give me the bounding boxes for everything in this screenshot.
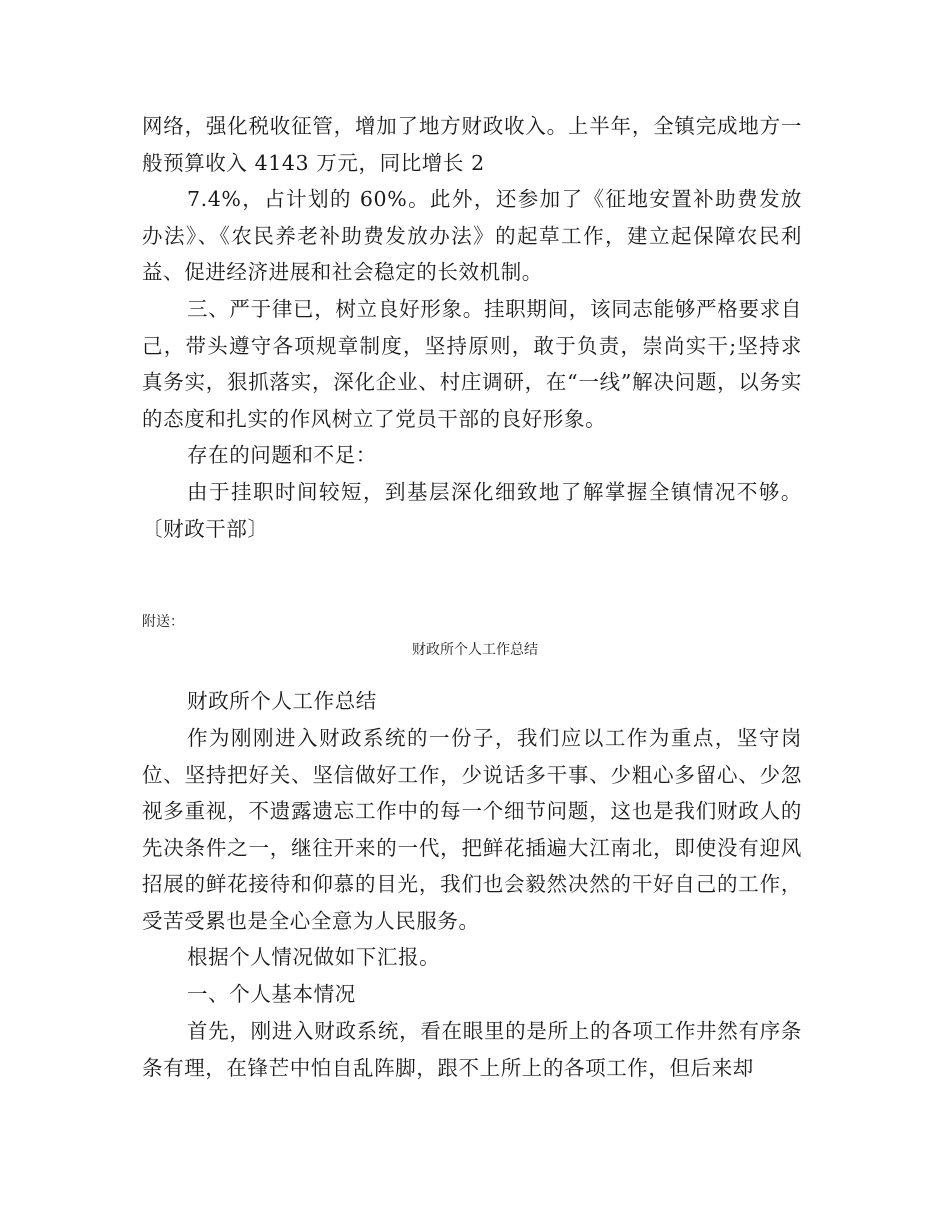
section-title: 财政所个人工作总结 <box>412 642 538 658</box>
paragraph-summary-title: 财政所个人工作总结 <box>187 689 377 713</box>
paragraph-self-discipline: 三、严于律已，树立良好形象。挂职期间，该同志能够严格要求自己，带头遵守各项规章制度，坚持原则，敢于负责，崇尚实干;坚持求真务实，狠抓落实，深化企业、村庄调研，在“一线”解决问题，以务实的态度和扎实的作风树立了党员干部的良好形象。 <box>142 297 802 431</box>
paragraph-growth-and-drafting: 7.4%，占计划的 60%。此外，还参加了《征地安置补助费发放办法》、《农民养老补助费发放办法》的起草工作，建立起保障农民利益、促进经济进展和社会稳定的长效机制。 <box>142 187 802 284</box>
paragraph-problems: 由于挂职时间较短，到基层深化细致地了解掌握全镇情况不够。〔财政干部〕 <box>142 480 802 541</box>
paragraph-basic-info: 首先，刚进入财政系统，看在眼里的是所上的各项工作井然有序条条有理，在锋芒中怕自乱阵脚，跟不上所上的各项工作，但后来却 <box>142 1019 802 1080</box>
attachment-note: 附送： <box>142 614 184 630</box>
paragraph-intro: 作为刚刚进入财政系统的一份子，我们应以工作为重点，坚守岗位、坚持把好关、坚信做好工作，少说话多干事、少粗心多留心、少忽视多重视，不遗露遗忘工作中的每一个细节问题，这也是我们财政人的先决条件之一，继往开来的一代，把鲜花插遍大江南北，即使没有迎风招展的鲜花接待和仰慕的目光，我们也会毅然决然的干好自己的工作，受苦受累也是全心全意为人民服务。 <box>142 726 802 933</box>
paragraph-report-lead: 根据个人情况做如下汇报。 <box>187 945 441 969</box>
paragraph-basic-info-heading: 一、个人基本情况 <box>187 982 356 1006</box>
paragraph-tax-revenue: 网络，强化税收征管，增加了地方财政收入。上半年，全镇完成地方一般预算收入 4143 万元，同比增长 2 <box>142 114 802 175</box>
paragraph-problems-heading: 存在的问题和不足： <box>187 443 377 467</box>
